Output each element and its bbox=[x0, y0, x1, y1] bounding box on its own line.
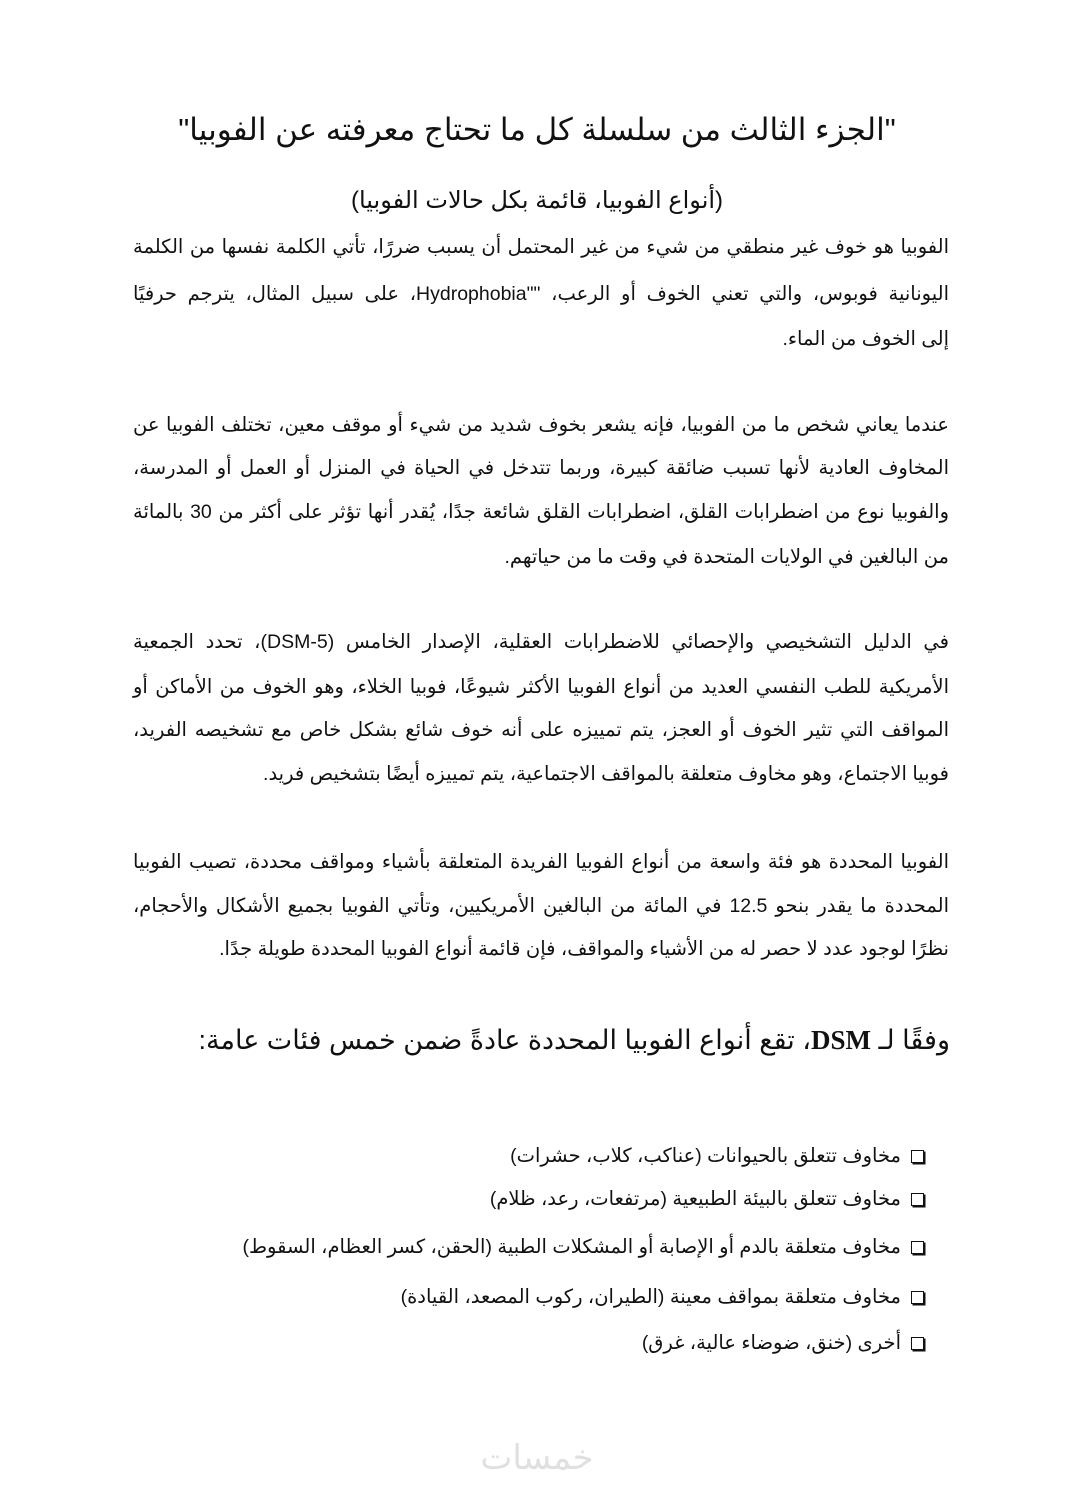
paragraph-line: المحددة ما يقدر بنحو 12.5 في المائة من البالغين الأمريكيين، وتأتي الفوبيا بجميع الأشكال والأحجام، bbox=[133, 895, 949, 917]
checkbox-bullet-icon bbox=[911, 1291, 924, 1304]
list-item-text: مخاوف تتعلق بالحيوانات (عناكب، كلاب، حشرات) bbox=[510, 1145, 901, 1167]
list-item-text: مخاوف متعلقة بمواقف معينة (الطيران، ركوب المصعد، القيادة) bbox=[400, 1286, 901, 1308]
heading-text: ، تقع أنواع الفوبيا المحددة عادةً ضمن خمس فئات عامة: bbox=[198, 1025, 812, 1055]
paragraph-line: الفوبيا المحددة هو فئة واسعة من أنواع الفوبيا الفريدة المتعلقة بأشياء ومواقف محددة، تصيب الفوبيا bbox=[133, 851, 949, 873]
paragraph-line: من البالغين في الولايات المتحدة في وقت ما من حياتهم. bbox=[504, 546, 949, 568]
list-item-text: مخاوف تتعلق بالبيئة الطبيعية (مرتفعات، رعد، ظلام) bbox=[489, 1188, 901, 1210]
checkbox-bullet-icon bbox=[911, 1337, 924, 1350]
document-subtitle: (أنواع الفوبيا، قائمة بكل حالات الفوبيا) bbox=[350, 187, 724, 214]
list-item bbox=[510, 1144, 924, 1168]
paragraph-line: الفوبيا هو خوف غير منطقي من شيء من غير المحتمل أن يسبب ضررًا، تأتي الكلمة نفسها من الكلمة bbox=[133, 236, 949, 258]
paragraph-line: في الدليل التشخيصي والإحصائي للاضطرابات العقلية، الإصدار الخامس (5-DSM)، تحدد الجمعية bbox=[133, 631, 950, 653]
paragraph-line: اليونانية فوبوس، والتي تعني الخوف أو الرعب، ""Hydrophobia، على سبيل المثال، يترجم حرفيًا bbox=[133, 283, 949, 305]
paragraph-line: المواقف التي تثير الخوف أو العجز، يتم تمييزه على أنه خوف شائع بشكل خاص مع تشخيصه الفريد، bbox=[133, 719, 949, 741]
list-item bbox=[642, 1331, 924, 1355]
checkbox-bullet-icon bbox=[911, 1193, 924, 1206]
list-item bbox=[401, 1285, 924, 1309]
list-item bbox=[243, 1235, 924, 1259]
checkbox-bullet-icon bbox=[911, 1150, 924, 1163]
checkbox-bullet-icon bbox=[911, 1241, 924, 1254]
paragraph-line: الأمريكية للطب النفسي العديد من أنواع الفوبيا الأكثر شيوعًا، فوبيا الخلاء، وهو الخوف من الأماكن أو bbox=[133, 676, 949, 698]
paragraph-line: والفوبيا نوع من اضطرابات القلق، اضطرابات القلق شائعة جدًا، يُقدر أنها تؤثر على أكثر من 30 بالمائة bbox=[133, 501, 949, 523]
paragraph-line: إلى الخوف من الماء. bbox=[782, 328, 949, 350]
document-title: "الجزء الثالث من سلسلة كل ما تحتاج معرفته عن الفوبيا" bbox=[178, 112, 896, 147]
paragraph-line: نظرًا لوجود عدد لا حصر له من الأشياء والمواقف، فإن قائمة أنواع الفوبيا المحددة طويلة جدًا. bbox=[219, 938, 949, 960]
paragraph-line: المخاوف العادية لأنها تسبب ضائقة كبيرة، وربما تتدخل في الحياة في المنزل أو العمل أو المدرسة، bbox=[133, 457, 949, 479]
list-item bbox=[490, 1187, 924, 1211]
list-item-text: أخرى (خنق، ضوضاء عالية، غرق) bbox=[641, 1332, 901, 1354]
heading-text: وفقًا لـ bbox=[871, 1025, 950, 1055]
paragraph-line: عندما يعاني شخص ما من الفوبيا، فإنه يشعر بخوف شديد من شيء أو موقف معين، تختلف الفوبيا عن bbox=[133, 414, 949, 436]
section-heading bbox=[198, 1025, 950, 1056]
heading-dsm: DSM bbox=[811, 1025, 872, 1055]
watermark-logo: خمسات bbox=[480, 1439, 594, 1477]
paragraph-line: فوبيا الاجتماع، وهو مخاوف متعلقة بالمواقف الاجتماعية، يتم تمييزه أيضًا بتشخيص فريد. bbox=[263, 763, 949, 785]
list-item-text: مخاوف متعلقة بالدم أو الإصابة أو المشكلات الطبية (الحقن، كسر العظام، السقوط) bbox=[242, 1236, 901, 1258]
